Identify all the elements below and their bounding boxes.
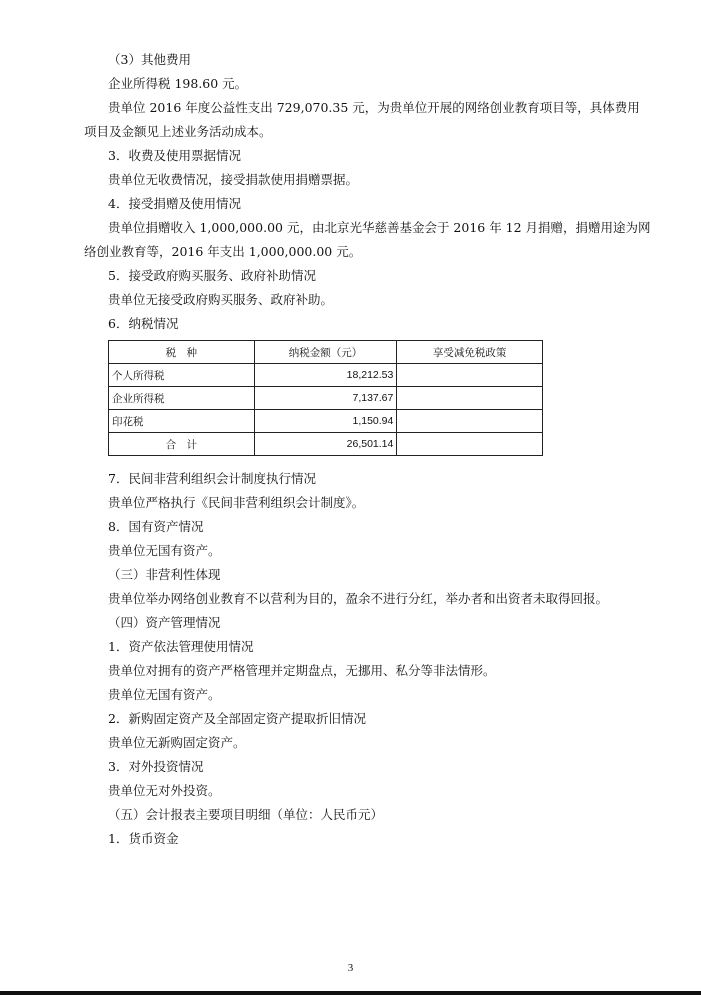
paragraph-fees-receipts: 贵单位无收费情况，接受捐款使用捐赠票据。 [108,172,359,187]
paragraph-asset-use: 贵单位对拥有的资产严格管理并定期盘点，无挪用、私分等非法情形。 [108,663,496,678]
paragraph-non-profit: 贵单位举办网络创业教育不以营利为目的，盈余不进行分红，举办者和出资者未取得回报。 [108,591,609,606]
heading-fixed-assets: 2．新购固定资产及全部固定资产提取折旧情况 [108,711,366,726]
heading-cash: 1．货币资金 [108,831,179,846]
paragraph-investment: 贵单位无对外投资。 [108,783,221,798]
paragraph-income-tax: 企业所得税 198.60 元。 [108,76,248,91]
page-bottom-border [0,991,701,995]
paragraph-fixed-assets: 贵单位无新购固定资产。 [108,735,246,750]
paragraph-accounting-system: 贵单位严格执行《民间非营利组织会计制度》。 [108,495,365,510]
heading-fees-receipts: 3．收费及使用票据情况 [108,148,241,163]
heading-investment: 3．对外投资情况 [108,759,204,774]
paragraph-state-assets: 贵单位无国有资产。 [108,543,221,558]
cell-tax-amount: 18,212.53 [254,364,397,387]
heading-non-profit: （三）非营利性体现 [108,567,221,582]
table-total-row [109,433,543,456]
cell-tax-relief [397,410,543,433]
paragraph-donations-cont: 络创业教育等，2016 年支出 1,000,000.00 元。 [84,244,362,259]
heading-other-expenses: （3）其他费用 [108,52,191,67]
cell-tax-amount: 7,137.67 [254,387,397,410]
paragraph-donations: 贵单位捐赠收入 1,000,000.00 元，由北京光华慈善基金会于 2016 年 12 月捐赠，捐赠用途为网 [108,220,651,235]
tax-table [108,340,543,456]
heading-accounting-system: 7．民间非营利组织会计制度执行情况 [108,471,316,486]
cell-tax-type: 印花税 [109,410,255,433]
table-row [109,387,543,410]
header-tax-type: 税 种 [109,341,255,364]
heading-asset-management: （四）资产管理情况 [108,615,221,630]
paragraph-public-welfare: 贵单位 2016 年度公益性支出 729,070.35 元，为贵单位开展的网络创业教育项目等，具体费用 [108,100,640,115]
cell-tax-amount: 1,150.94 [254,410,397,433]
paragraph-public-welfare-cont: 项目及金额见上述业务活动成本。 [84,124,272,139]
header-tax-relief: 享受减免税政策 [397,341,543,364]
heading-government-services: 5．接受政府购买服务、政府补助情况 [108,268,316,283]
cell-tax-type: 个人所得税 [109,364,255,387]
heading-state-assets: 8．国有资产情况 [108,519,204,534]
heading-donations: 4．接受捐赠及使用情况 [108,196,241,211]
cell-tax-relief [397,387,543,410]
table-row [109,410,543,433]
paragraph-no-state-assets: 贵单位无国有资产。 [108,687,221,702]
heading-asset-use: 1．资产依法管理使用情况 [108,639,254,654]
paragraph-government-services: 贵单位无接受政府购买服务、政府补助。 [108,292,334,307]
page-number: 3 [347,962,354,974]
cell-total-label: 合 计 [109,433,255,456]
heading-statement-details: （五）会计报表主要项目明细（单位：人民币元） [108,807,384,822]
cell-tax-type: 企业所得税 [109,387,255,410]
cell-total-relief [397,433,543,456]
cell-tax-relief [397,364,543,387]
heading-tax: 6．纳税情况 [108,316,179,331]
cell-total-amount: 26,501.14 [254,433,397,456]
header-tax-amount: 纳税金额（元） [254,341,397,364]
table-row [109,364,543,387]
table-header-row [109,341,543,364]
